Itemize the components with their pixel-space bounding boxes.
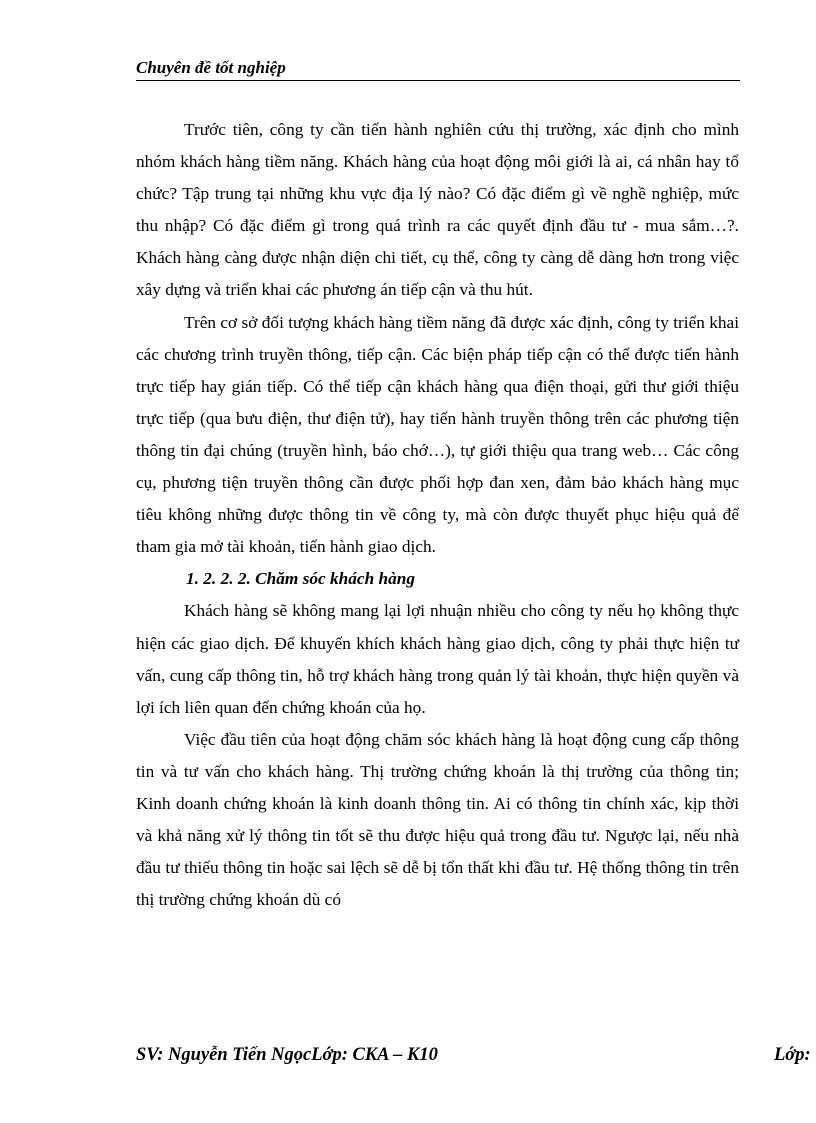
page-footer	[136, 1042, 816, 1068]
page-header	[136, 56, 740, 81]
footer-class-label: Lớp:	[774, 1045, 811, 1065]
document-body	[136, 114, 739, 916]
section-heading: 1. 2. 2. 2. Chăm sóc khách hàng	[186, 569, 416, 589]
paragraph: Trước tiên, công ty cần tiến hành nghiên cứu thị trường, xác định cho mình nhóm khách hàng tiềm năng. Khách hàng của hoạt động môi giới là ai, cá nhân hay tổ chức? Tập trung tại những khu vực địa lý nào? Có đặc điểm gì về nghề nghiệp, mức thu nhập? Có đặc điểm gì trong quá trình ra các quyết định đầu tư - mua sắm…?. Khách hàng càng được nhận diện chi tiết, cụ thể, công ty càng dễ dàng hơn trong việc xây dựng và triển khai các phương án tiếp cận và thu hút.	[136, 120, 739, 300]
paragraph: Khách hàng sẽ không mang lại lợi nhuận nhiều cho công ty nếu họ không thực hiện các giao dịch. Để khuyến khích khách hàng giao dịch, công ty phải thực hiện tư vấn, cung cấp thông tin, hỗ trợ khách hàng trong quản lý tài khoản, thực hiện quyền và lợi ích liên quan đến chứng khoán của họ.	[136, 601, 739, 717]
footer-student-info: SV: Nguyễn Tiến NgọcLớp: CKA – K10	[136, 1045, 438, 1065]
document-title: Chuyên đề tốt nghiệp	[136, 58, 286, 77]
paragraph: Việc đầu tiên của hoạt động chăm sóc khách hàng là hoạt động cung cấp thông tin và tư vấn cho khách hàng. Thị trường chứng khoán là thị trường của thông tin; Kinh doanh chứng khoán là kinh doanh thông tin. Ai có thông tin chính xác, kịp thời và khả năng xử lý thông tin tốt sẽ thu được hiệu quả trong đầu tư. Ngược lại, nếu nhà đầu tư thiếu thông tin hoặc sai lệch sẽ dễ bị tổn thất khi đầu tư. Hệ thống thông tin trên thị trường chứng khoán dù có	[136, 729, 739, 910]
paragraph: Trên cơ sở đối tượng khách hàng tiềm năng đã được xác định, công ty triển khai các chương trình truyền thông, tiếp cận. Các biện pháp tiếp cận có thể được tiến hành trực tiếp hay gián tiếp. Có thể tiếp cận khách hàng qua điện thoại, gửi thư giới thiệu trực tiếp (qua bưu điện, thư điện tử), hay tiến hành truyền thông trên các phương tiện thông tin đại chúng (truyền hình, báo chớ…), tự giới thiệu qua trang web… Các công cụ, phương tiện truyền thông cần được phối hợp đan xen, đảm bảo khách hàng mục tiêu không những được thông tin về công ty, mà còn được thuyết phục hiệu quả để tham gia mở tài khoản, tiến hành giao dịch.	[136, 312, 739, 557]
